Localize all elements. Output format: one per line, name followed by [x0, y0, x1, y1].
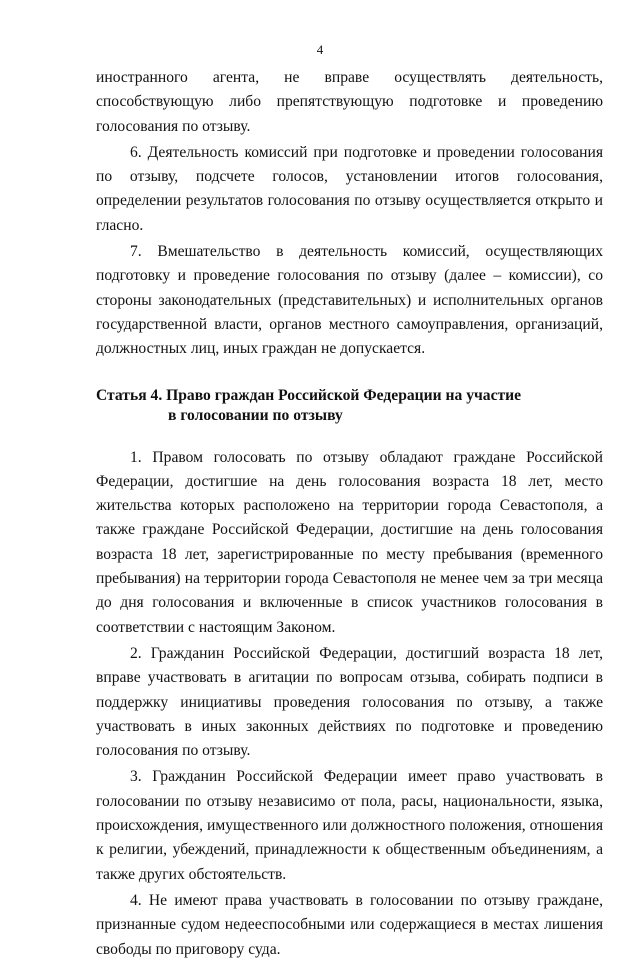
article-4-heading-line2: в голосовании по отзыву: [168, 406, 343, 424]
document-body: [96, 66, 603, 962]
paragraph-item-6: 6. Деятельность комиссий при подготовке и проведении голосования по отзыву, подсчете голосов, установлении итогов голосования, определении результатов голосования по отзыву осуществляется открыто и гласно.: [96, 143, 603, 234]
paragraph-item-7: 7. Вмешательство в деятельность комиссий, осуществляющих подготовку и проведение голосования по отзыву (далее – комиссии), со стороны законодательных (представительных) и исполнительных органов государственной власти, органов местного самоуправления, организаций, должностных лиц, иных граждан не допускается.: [96, 243, 603, 358]
paragraph-continuation: иностранного агента, не вправе осуществлять деятельность, способствующую либо препятствующую подготовке и проведению голосования по отзыву.: [96, 69, 603, 135]
article-4-heading-line1: Статья 4. Право граждан Российской Федерации на участие: [96, 386, 522, 404]
article-4-heading: [96, 386, 603, 426]
page-number: 4: [316, 42, 324, 57]
article-4-paragraph-3: 3. Гражданин Российской Федерации имеет право участвовать в голосовании по отзыву независимо от пола, расы, национальности, языка, происхождения, имущественного или должностного положения, отношения к религии, убеждений, принадлежности к общественным объединениям, а также других обстоятельств.: [96, 768, 603, 883]
article-4-paragraph-4: 4. Не имеют права участвовать в голосовании по отзыву граждане, признанные судом недееспособными или содержащиеся в местах лишения свободы по приговору суда.: [96, 891, 603, 958]
article-4-paragraph-2: 2. Гражданин Российской Федерации, достигший возраста 18 лет, вправе участвовать в агитации по вопросам отзыва, собирать подписи в поддержку инициативы проведения голосования по отзыву, а также участвовать в иных законных действиях по подготовке и проведению голосования по отзыву.: [96, 644, 603, 760]
article-4-paragraph-1: 1. Правом голосовать по отзыву обладают граждане Российской Федерации, достигшие на день голосования возраста 18 лет, место жительства которых расположено на территории города Севастополя, а также граждане Российской Федерации, достигшие на день голосования возраста 18 лет, зарегистрированные по месту пребывания (временного пребывания) на территории города Севастополя не менее чем за три месяца до дня голосования и включенные в список участников голосования в соответствии с настоящим Законом.: [96, 448, 603, 636]
